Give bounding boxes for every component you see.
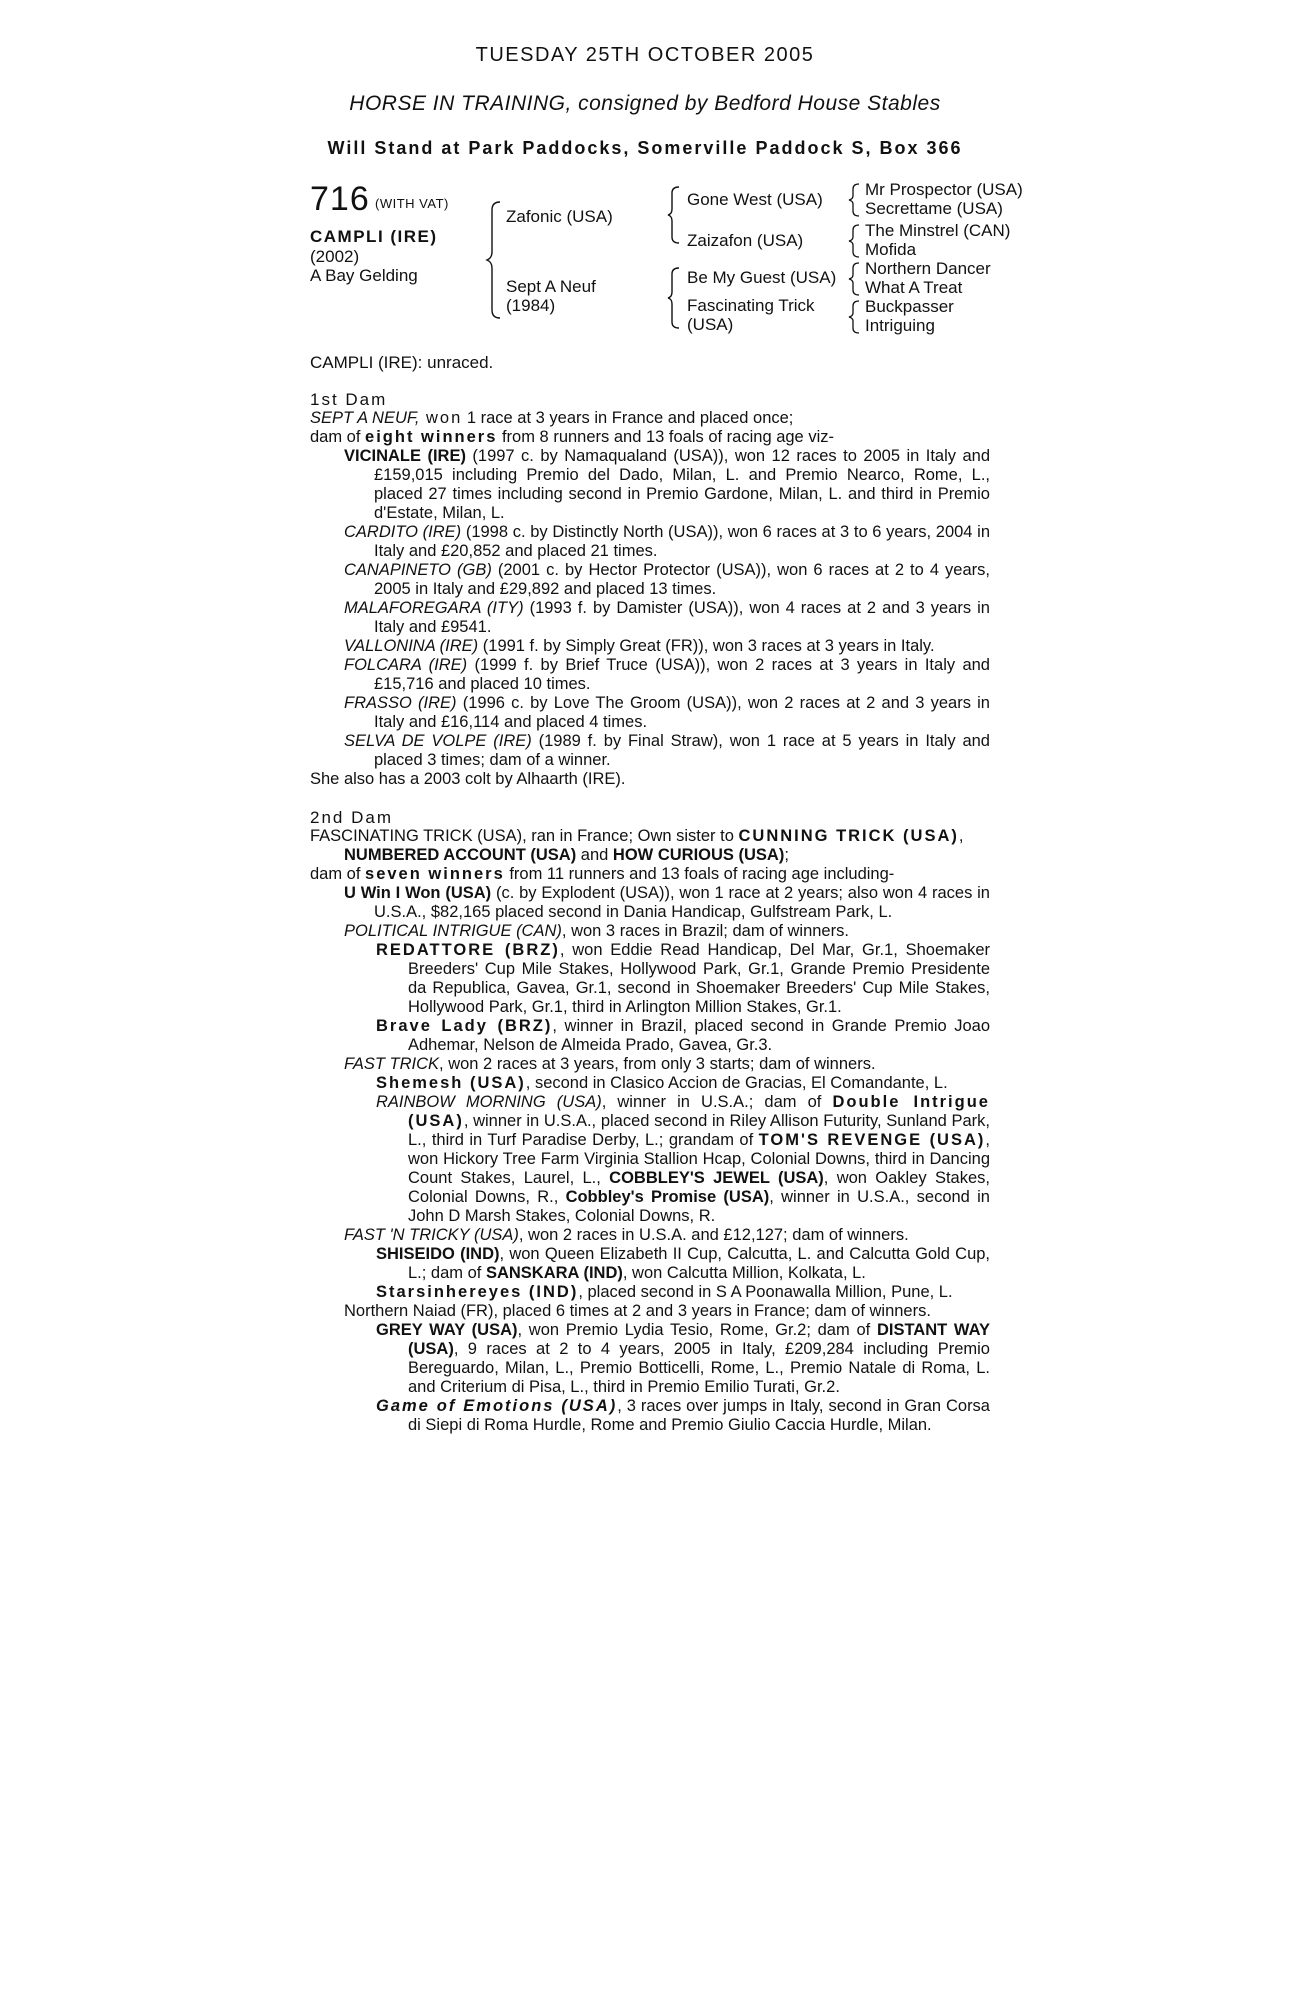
horse-year: (2002): [310, 247, 360, 266]
grand-progeny-entry: Shemesh (USA), second in Clasico Accion de Gracias, El Comandante, L.: [376, 1074, 948, 1092]
first-dam-line: SEPT A NEUF, won 1 race at 3 years in France and placed once;: [310, 409, 794, 427]
second-dam-line: FASCINATING TRICK (USA), ran in France; Own sister to CUNNING TRICK (USA), NUMBERED ACCOUNT (USA) and HOW CURIOUS (USA);: [310, 827, 964, 864]
pedigree-gg: Buckpasser: [865, 297, 954, 316]
stand-location: Will Stand at Park Paddocks, Somerville Paddock S, Box 366: [327, 138, 963, 158]
progeny-entry: U Win I Won (USA) (c. by Explodent (USA)), won 1 race at 2 years; also won 4 races in U.S.A., $82,165 placed second in Dania Handicap, Gulfstream Park, L.: [344, 884, 990, 921]
grand-progeny-entry: REDATTORE (BRZ), won Eddie Read Handicap, Del Mar, Gr.1, Shoemaker Breeders' Cup Mile Stakes, Hollywood Park, Gr.1, Grande Premio Presidente da Republica, Gavea, Gr.1, second in Shoemaker Breeders' Cup Mile Stakes, Hollywood Park, Gr.1, third in Arlington Million Stakes, Gr.1.: [376, 941, 990, 1016]
pedigree-brace-gd1: [848, 223, 864, 259]
consignment-line: HORSE IN TRAINING, consigned by Bedford House Stables: [349, 92, 941, 115]
horse-name: CAMPLI (IRE): [310, 227, 438, 246]
grand-progeny-entry: Game of Emotions (USA), 3 races over jumps in Italy, second in Gran Corsa di Siepi di Roma Hurdle, Rome and Premio Giulio Caccia Hurdle, Milan.: [376, 1397, 990, 1434]
pedigree-brace-sire: [667, 185, 685, 245]
pedigree-dam: Sept A Neuf: [506, 277, 596, 296]
progeny-entry: SELVA DE VOLPE (IRE) (1989 f. by Final Straw), won 1 race at 5 years in Italy and placed 3 times; dam of a winner.: [344, 732, 990, 769]
vat-note: (WITH VAT): [375, 196, 449, 211]
pedigree-gg: Intriguing: [865, 316, 935, 335]
second-dam-produce: dam of seven winners from 11 runners and 13 foals of racing age including-: [310, 865, 895, 883]
first-dam-heading: 1st Dam: [310, 390, 388, 409]
pedigree-sire-sire: Gone West (USA): [687, 190, 823, 209]
grand-progeny-entry: RAINBOW MORNING (USA), winner in U.S.A.; dam of Double Intrigue (USA), winner in U.S.A., placed second in Riley Allison Futurity, Sunland Park, L., third in Turf Paradise Derby, L.; grandam of TOM'S REVENGE (USA), won Hickory Tree Farm Virginia Stallion Hcap, Colonial Downs, third in Dancing Count Stakes, Laurel, L., COBBLEY'S JEWEL (USA), won Oakley Stakes, Colonial Downs, R., Cobbley's Promise (USA), winner in U.S.A., second in John D Marsh Stakes, Colonial Downs, R.: [376, 1093, 990, 1225]
first-dam-produce: dam of eight winners from 8 runners and 13 foals of racing age viz-: [310, 428, 834, 446]
sale-date: TUESDAY 25TH OCTOBER 2005: [475, 44, 815, 66]
pedigree-brace-main: [486, 200, 506, 320]
pedigree-gg: Mofida: [865, 240, 917, 259]
pedigree-gg: Northern Dancer: [865, 259, 991, 278]
dam-history: [310, 390, 990, 1435]
progeny-entry: CARDITO (IRE) (1998 c. by Distinctly North (USA)), won 6 races at 3 to 6 years, 2004 in Italy and £20,852 and placed 21 times.: [344, 523, 991, 560]
pedigree-brace-gs1: [848, 182, 864, 218]
progeny-entry: MALAFOREGARA (ITY) (1993 f. by Damister (USA)), won 4 races at 2 and 3 years in Italy and £9541.: [344, 599, 990, 636]
race-record: CAMPLI (IRE): unraced.: [310, 353, 494, 372]
pedigree-dam-year: (1984): [506, 296, 556, 315]
second-dam-heading: 2nd Dam: [310, 808, 393, 827]
grand-progeny-entry: Brave Lady (BRZ), winner in Brazil, placed second in Grande Premio Joao Adhemar, Nelson de Almeida Prado, Gavea, Gr.3.: [376, 1017, 990, 1054]
pedigree-sire: Zafonic (USA): [506, 207, 613, 226]
progeny-entry: CANAPINETO (GB) (2001 c. by Hector Protector (USA)), won 6 races at 2 to 4 years, 2005 in Italy and £29,892 and placed 13 times.: [344, 561, 990, 598]
progeny-entry: POLITICAL INTRIGUE (CAN), won 3 races in Brazil; dam of winners.: [344, 922, 849, 940]
pedigree-sire-dam: Zaizafon (USA): [687, 231, 804, 250]
also-has: She also has a 2003 colt by Alhaarth (IRE).: [310, 770, 626, 788]
horse-description: A Bay Gelding: [310, 266, 418, 285]
pedigree-dam-dam-country: (USA): [687, 315, 734, 334]
pedigree-brace-dam: [667, 266, 685, 330]
progeny-entry: FAST TRICK, won 2 races at 3 years, from only 3 starts; dam of winners.: [344, 1055, 876, 1073]
progeny-entry: Northern Naiad (FR), placed 6 times at 2 and 3 years in France; dam of winners.: [344, 1302, 931, 1320]
grand-progeny-entry: Starsinhereyes (IND), placed second in S A Poonawalla Million, Pune, L.: [376, 1283, 953, 1301]
pedigree-dam-sire: Be My Guest (USA): [687, 268, 837, 287]
progeny-entry: VICINALE (IRE) (1997 c. by Namaqualand (USA)), won 12 races to 2005 in Italy and £159,015 including Premio del Dado, Milan, L. and Premio Nearco, Rome, L., placed 27 times including second in Premio Gardone, Milan, L. and third in Premio d'Estate, Milan, L.: [344, 447, 990, 522]
pedigree-gg: What A Treat: [865, 278, 963, 297]
progeny-entry: FRASSO (IRE) (1996 c. by Love The Groom (USA)), won 2 races at 2 and 3 years in Italy and £16,114 and placed 4 times.: [344, 694, 990, 731]
pedigree-brace-gd2: [848, 299, 864, 335]
progeny-entry: VALLONINA (IRE) (1991 f. by Simply Great (FR)), won 3 races at 3 years in Italy.: [344, 637, 935, 655]
grand-progeny-entry: GREY WAY (USA), won Premio Lydia Tesio, Rome, Gr.2; dam of DISTANT WAY (USA), 9 races at 2 to 4 years, 2005 in Italy, £209,284 including Premio Bereguardo, Milan, L., Premio Botticelli, Rome, L., Premio Natale di Roma, L. and Criterium di Pisa, L., third in Premio Emilio Turati, Gr.2.: [376, 1321, 990, 1396]
pedigree-gg: The Minstrel (CAN): [865, 221, 1011, 240]
progeny-entry: FAST 'N TRICKY (USA), won 2 races in U.S.A. and £12,127; dam of winners.: [344, 1226, 909, 1244]
pedigree-brace-gs2: [848, 261, 864, 297]
pedigree-gg: Mr Prospector (USA): [865, 180, 1023, 199]
progeny-entry: FOLCARA (IRE) (1999 f. by Brief Truce (USA)), won 2 races at 3 years in Italy and £15,716 and placed 10 times.: [344, 656, 990, 693]
lot-number: 716: [310, 180, 370, 218]
pedigree-dam-dam: Fascinating Trick: [687, 296, 815, 315]
grand-progeny-entry: SHISEIDO (IND), won Queen Elizabeth II Cup, Calcutta, L. and Calcutta Gold Cup, L.; dam of SANSKARA (IND), won Calcutta Million, Kolkata, L.: [376, 1245, 991, 1282]
pedigree-gg: Secrettame (USA): [865, 199, 1003, 218]
